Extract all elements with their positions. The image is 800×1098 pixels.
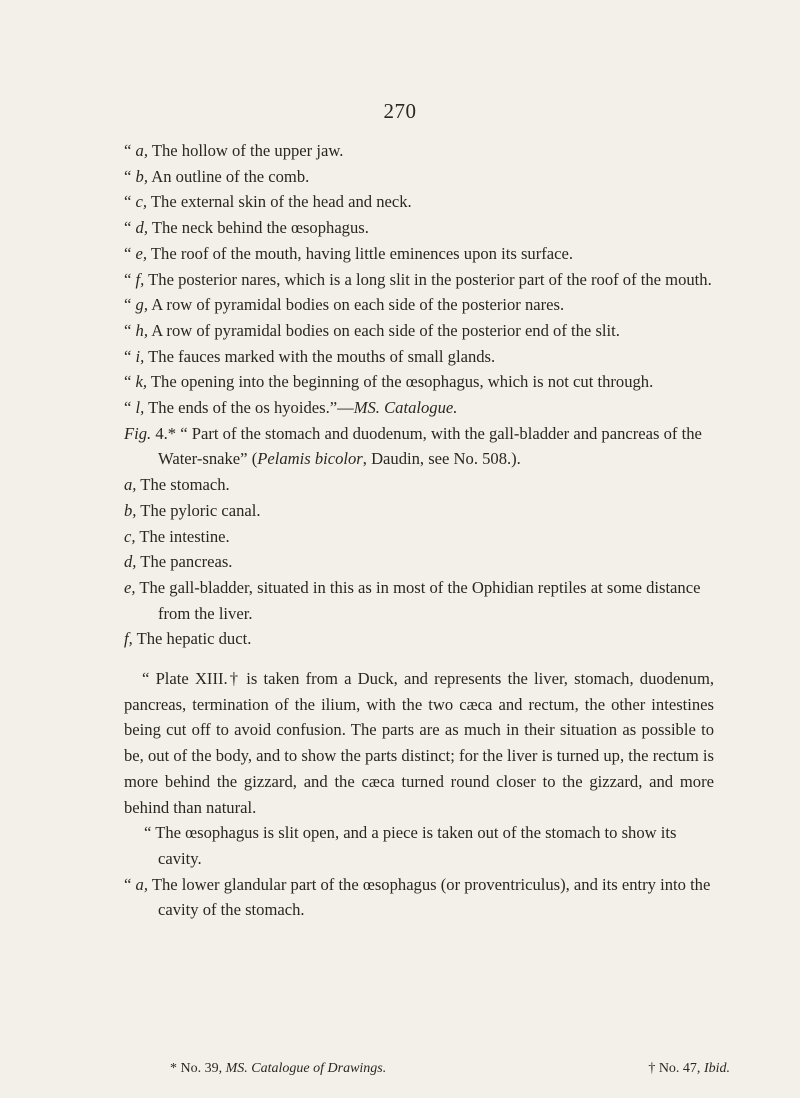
quote-mark: “ bbox=[124, 295, 132, 315]
catalogue-item bbox=[124, 344, 714, 370]
fig-item bbox=[124, 498, 714, 524]
catalogue-item bbox=[124, 138, 714, 164]
footnote-left-prefix: * No. 39, bbox=[170, 1061, 226, 1076]
quote-mark: “ bbox=[124, 243, 132, 263]
quote-mark: “ bbox=[124, 320, 132, 340]
item-letter: f, bbox=[135, 269, 145, 289]
body-text bbox=[124, 138, 714, 923]
item-text: The intestine. bbox=[135, 526, 230, 546]
catalogue-item bbox=[124, 369, 714, 395]
figure-caption bbox=[124, 421, 714, 472]
fig-item bbox=[124, 524, 714, 550]
catalogue-item bbox=[124, 189, 714, 215]
fig-text: “ Part of the stomach and duodenum, with the gall-bladder and pancreas of the Water-snake” ( bbox=[158, 423, 702, 469]
fig-text-end: , Daudin, see No. 508.). bbox=[362, 449, 521, 469]
quote-mark: “ bbox=[124, 192, 132, 212]
source-citation: MS. Catalogue. bbox=[353, 398, 458, 418]
footnotes bbox=[170, 1061, 730, 1077]
quote-mark: “ bbox=[124, 346, 132, 366]
item-text: The pancreas. bbox=[136, 552, 233, 572]
quote-mark: “ bbox=[124, 372, 132, 392]
item-letter: a, bbox=[124, 475, 137, 495]
item-letter: a, bbox=[135, 874, 148, 894]
quote-mark: “ bbox=[124, 218, 132, 238]
catalogue-item bbox=[124, 267, 714, 293]
footnote-right-source: Ibid. bbox=[703, 1061, 730, 1076]
item-letter: d, bbox=[124, 552, 137, 572]
quote-mark: “ bbox=[124, 398, 132, 418]
quote-mark: “ bbox=[124, 141, 132, 160]
fig-item bbox=[124, 472, 714, 498]
catalogue-item bbox=[124, 318, 714, 344]
item-letter: b, bbox=[124, 500, 137, 520]
item-text: A row of pyramidal bodies on each side of the posterior end of the slit. bbox=[147, 320, 620, 340]
oesophagus-paragraph: “ The œsophagus is slit open, and a piece is taken out of the stomach to show its cavity. bbox=[144, 823, 677, 868]
quote-mark: “ bbox=[124, 269, 132, 289]
fig-item bbox=[124, 575, 714, 626]
quote-mark: “ bbox=[124, 166, 132, 186]
item-letter: e, bbox=[135, 243, 148, 263]
item-text: The opening into the beginning of the œsophagus, which is not cut through. bbox=[147, 372, 654, 392]
item-letter: d, bbox=[135, 218, 148, 238]
catalogue-item bbox=[124, 241, 714, 267]
footnote-left-source: MS. Catalogue of Drawings. bbox=[225, 1061, 387, 1076]
fig-label: Fig. bbox=[124, 423, 152, 443]
item-letter: k, bbox=[135, 372, 148, 392]
item-text: The gall-bladder, situated in this as in most of the Ophidian reptiles at some distance from the liver. bbox=[135, 577, 701, 623]
item-text: The stomach. bbox=[136, 475, 230, 495]
fig-number: 4.* bbox=[151, 423, 181, 443]
footnote-right-prefix: † No. 47, bbox=[648, 1061, 704, 1076]
fig-item bbox=[124, 549, 714, 575]
paragraph-gap bbox=[124, 652, 714, 666]
page-number: 270 bbox=[383, 99, 417, 123]
item-text: The fauces marked with the mouths of small glands. bbox=[144, 346, 496, 366]
catalogue-item bbox=[124, 292, 714, 318]
catalogue-item bbox=[124, 215, 714, 241]
item-letter: l, bbox=[135, 398, 145, 418]
footnote-right bbox=[648, 1061, 730, 1077]
fig-item bbox=[124, 626, 714, 652]
footnote-left bbox=[170, 1061, 386, 1077]
item-text: The ends of the os hyoides.”— bbox=[144, 398, 354, 418]
item-text: A row of pyramidal bodies on each side of the posterior nares. bbox=[147, 295, 565, 315]
item-letter: e, bbox=[124, 577, 136, 597]
item-text: The neck behind the œsophagus. bbox=[147, 218, 369, 238]
item-letter: g, bbox=[135, 295, 148, 315]
quote-mark: “ bbox=[124, 874, 132, 894]
item-letter: a, bbox=[135, 141, 148, 160]
catalogue-item bbox=[124, 395, 714, 421]
item-letter: f, bbox=[124, 629, 133, 649]
item-text: The pyloric canal. bbox=[136, 500, 261, 520]
plate-paragraph: “ Plate XIII.† is taken from a Duck, and represents the liver, stomach, duodenum, pancreas, termination of the ilium, with the two cæca and rectum, the other intestines being cut off to avoid confusion. The parts are as much in their situation as possible to be, out of the body, and to show the parts distinct; for the liver is turned up, the rectum is more behind the gizzard, and the cæca turned round closer to the gizzard, and more behind than natural. bbox=[124, 669, 714, 817]
item-text: The posterior nares, which is a long slit in the posterior part of the roof of the mouth. bbox=[144, 269, 712, 289]
item-letter: c, bbox=[124, 526, 136, 546]
item-text: An outline of the comb. bbox=[147, 166, 310, 186]
catalogue-list bbox=[124, 138, 714, 421]
item-letter: b, bbox=[135, 166, 148, 186]
final-item bbox=[124, 872, 714, 923]
item-letter: i, bbox=[135, 346, 145, 366]
item-text: The external skin of the head and neck. bbox=[147, 192, 412, 212]
item-letter: h, bbox=[135, 320, 148, 340]
catalogue-item bbox=[124, 164, 714, 190]
item-letter: c, bbox=[135, 192, 148, 212]
item-text: The hollow of the upper jaw. bbox=[147, 141, 344, 160]
item-text: The lower glandular part of the œsophagus (or proventriculus), and its entry into the cavity of the stomach. bbox=[147, 874, 711, 920]
item-text: The roof of the mouth, having little eminences upon its surface. bbox=[147, 243, 573, 263]
species-name: Pelamis bicolor bbox=[257, 449, 363, 469]
item-text: The hepatic duct. bbox=[132, 629, 252, 649]
figure-items bbox=[124, 472, 714, 652]
